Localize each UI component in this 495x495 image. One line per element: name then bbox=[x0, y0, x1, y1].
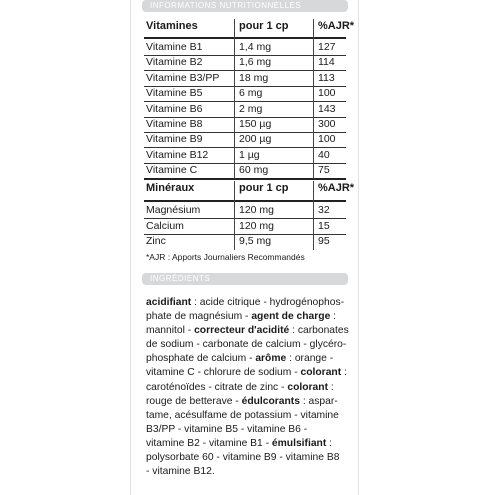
vitamin-ajr: 143 bbox=[318, 102, 336, 115]
ingredient-text: : orange - bbox=[286, 353, 334, 365]
right-frame-line bbox=[358, 0, 359, 495]
vitamin-amount: 60 mg bbox=[239, 164, 269, 177]
vitamin-row bbox=[146, 55, 346, 69]
ingredients-line bbox=[146, 465, 350, 479]
ingredient-category: colorant bbox=[300, 367, 342, 379]
ingredients-line bbox=[146, 324, 350, 338]
vitamin-name: Vitamine B3/PP bbox=[146, 71, 220, 84]
minerals-header-per: pour 1 cp bbox=[239, 182, 289, 194]
vitamin-amount: 150 µg bbox=[239, 118, 272, 130]
vitamin-name: Vitamine B6 bbox=[146, 102, 203, 115]
ingredient-category: colorant bbox=[287, 381, 328, 393]
vitamins-header-row bbox=[146, 19, 355, 33]
vitamin-ajr: 127 bbox=[318, 41, 336, 53]
vitamin-name: Vitamine B1 bbox=[146, 41, 203, 53]
mineral-ajr: 15 bbox=[318, 219, 330, 232]
vitamin-name: Vitamine B2 bbox=[146, 56, 203, 69]
vitamins-header-name: Vitamines bbox=[146, 20, 198, 32]
ingredient-text: : bbox=[341, 367, 347, 379]
column-divider bbox=[313, 181, 314, 250]
ingredient-category: agent de charge bbox=[251, 311, 331, 323]
vitamin-name: Vitamine B9 bbox=[146, 133, 203, 146]
mineral-amount: 9,5 mg bbox=[239, 235, 272, 248]
ingredient-text: de sodium - carbonate de calcium - glycéro- bbox=[146, 339, 347, 351]
ingredient-text: vitamine B2 - vitamine B1 - bbox=[146, 437, 272, 449]
vitamin-name: Vitamine B5 bbox=[146, 87, 203, 100]
vitamin-ajr: 114 bbox=[318, 56, 335, 69]
vitamin-amount: 200 µg bbox=[239, 133, 272, 146]
minerals-top-divider bbox=[144, 178, 346, 180]
vitamin-ajr: 100 bbox=[318, 133, 336, 146]
vitamin-row bbox=[146, 132, 346, 146]
ingredient-text: : carbonates bbox=[289, 325, 349, 337]
ingredients-line bbox=[146, 352, 350, 366]
vitamin-ajr: 300 bbox=[318, 118, 336, 130]
minerals-header-divider bbox=[144, 200, 346, 202]
mineral-amount: 120 mg bbox=[239, 204, 275, 216]
ingredients-line bbox=[146, 381, 350, 395]
mineral-amount: 120 mg bbox=[239, 219, 275, 232]
vitamin-row bbox=[146, 71, 346, 85]
vitamin-amount: 1 µg bbox=[239, 148, 260, 161]
vitamins-header-divider bbox=[144, 37, 346, 39]
ingredients-line bbox=[146, 451, 350, 465]
vitamins-header-per: pour 1 cp bbox=[239, 20, 289, 32]
vitamin-ajr: 40 bbox=[318, 148, 330, 161]
minerals-header-ajr: %AJR* bbox=[318, 182, 355, 194]
vitamin-row bbox=[146, 148, 346, 162]
ingredients-line bbox=[146, 366, 350, 380]
minerals-header-row bbox=[146, 181, 355, 195]
label-panel bbox=[138, 0, 355, 495]
ingredients-line bbox=[146, 395, 350, 409]
ingredient-category: arôme bbox=[255, 353, 287, 365]
vitamin-row bbox=[146, 102, 346, 116]
ingredients-line bbox=[146, 409, 350, 423]
vitamin-amount: 18 mg bbox=[239, 71, 269, 84]
ingredient-text: rouge de betterave - bbox=[146, 395, 242, 407]
vitamin-amount: 1,6 mg bbox=[239, 56, 272, 69]
ingredient-text: : acide citrique - hydrogénophos- bbox=[191, 297, 345, 308]
ingredient-text: : bbox=[328, 381, 334, 393]
mineral-ajr: 95 bbox=[318, 235, 330, 248]
ingredient-category: acidifiant bbox=[146, 297, 192, 308]
mineral-row bbox=[146, 203, 346, 217]
column-divider bbox=[234, 181, 235, 250]
vitamin-amount: 6 mg bbox=[239, 87, 263, 100]
ingredient-text: phate de magnésium - bbox=[146, 311, 252, 323]
nutrition-header-bar: INFORMATIONS NUTRITIONNELLES bbox=[142, 0, 348, 12]
minerals-header-name: Minéraux bbox=[146, 182, 195, 194]
ingredient-text: tame, acésulfame de potassium - vitamine bbox=[146, 409, 339, 421]
column-divider bbox=[313, 19, 314, 179]
vitamin-ajr: 113 bbox=[318, 71, 335, 84]
vitamin-name: Vitamine C bbox=[146, 164, 198, 177]
mineral-ajr: 32 bbox=[318, 204, 330, 216]
vitamin-row bbox=[146, 163, 346, 177]
ingredient-text: vitamine C - chlorure de sodium - bbox=[146, 367, 301, 379]
vitamin-name: Vitamine B8 bbox=[146, 118, 203, 130]
ingredient-text: mannitol - bbox=[146, 325, 195, 337]
vitamin-row bbox=[146, 117, 346, 131]
mineral-name: Zinc bbox=[146, 235, 166, 248]
ingredient-text: : bbox=[330, 311, 337, 323]
left-frame-line bbox=[130, 0, 131, 495]
ingredient-category: émulsifiant bbox=[271, 437, 327, 449]
vitamin-name: Vitamine B12 bbox=[146, 148, 209, 161]
vitamin-amount: 1,4 mg bbox=[239, 41, 272, 53]
ingredients-line bbox=[146, 423, 350, 437]
ingredients-text bbox=[146, 296, 350, 479]
ingredients-line bbox=[146, 437, 350, 451]
vitamin-row bbox=[146, 40, 346, 54]
ingredient-text: polysorbate 60 - vitamine B9 - vitamine B8 bbox=[146, 452, 340, 464]
ingredients-line bbox=[146, 338, 350, 352]
ajr-footnote: *AJR : Apports Journaliers Recommandés bbox=[146, 252, 305, 262]
ingredient-text: - vitamine B12. bbox=[146, 466, 215, 478]
ingredient-text: caroténoïdes - citrate de zinc - bbox=[146, 381, 288, 393]
ingredient-text: : bbox=[326, 437, 332, 449]
vitamin-ajr: 100 bbox=[318, 87, 336, 100]
ingredient-text: : aspar- bbox=[299, 395, 338, 407]
ingredients-line bbox=[146, 310, 350, 324]
mineral-row bbox=[146, 219, 346, 233]
ingredient-text: B3/PP - vitamine B5 - vitamine B6 - bbox=[146, 423, 308, 435]
ingredient-text: phosphate de calcium - bbox=[146, 353, 256, 365]
vitamin-amount: 2 mg bbox=[239, 102, 263, 115]
vitamins-header-ajr: %AJR* bbox=[318, 20, 355, 32]
ingredients-header-bar: INGRÉDIENTS bbox=[142, 273, 348, 285]
ingredient-category: correcteur d'acidité bbox=[194, 325, 290, 337]
mineral-name: Magnésium bbox=[146, 204, 201, 216]
vitamin-row bbox=[146, 86, 346, 100]
mineral-row bbox=[146, 234, 346, 248]
mineral-name: Calcium bbox=[146, 219, 184, 232]
column-divider bbox=[234, 19, 235, 179]
ingredient-category: édulcorants bbox=[241, 395, 300, 407]
vitamin-ajr: 75 bbox=[318, 164, 330, 177]
ingredients-line bbox=[146, 296, 350, 310]
